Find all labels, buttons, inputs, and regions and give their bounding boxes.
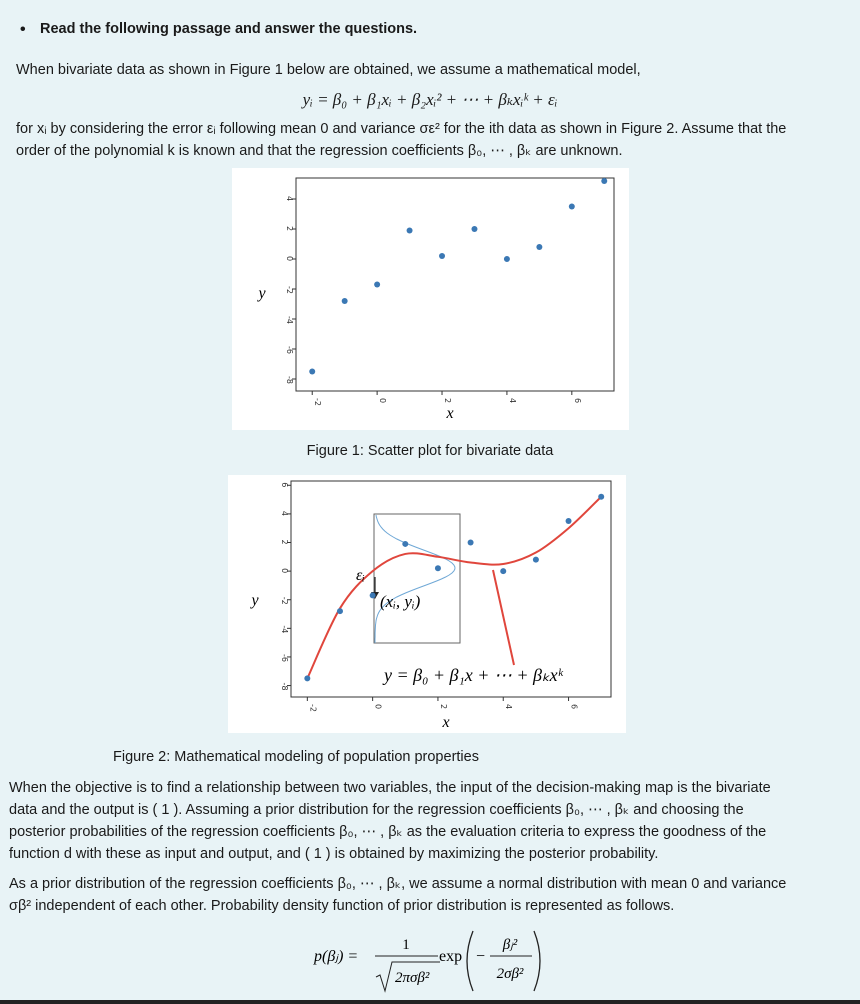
fig1-xtick-label: 0: [378, 398, 388, 404]
prior-equation: [300, 925, 560, 997]
fig1-ytick-label: -6: [285, 346, 294, 354]
intro-line-2: for xᵢ by considering the error εᵢ following mean 0 and variance σε² for the ith data as shown in Figure 2. Assume that the: [16, 121, 787, 137]
fig2-data-point: [468, 540, 474, 546]
curve-equation-label: y = β₀ + β₁x + ⋯ + βₖxᵏ: [384, 665, 563, 685]
minus-sign: −: [476, 948, 486, 965]
fig1-data-point: [601, 178, 607, 184]
prior-equation-svg: [300, 925, 560, 997]
fig2-data-point: [370, 592, 376, 598]
question-heading: Read the following passage and answer the questions.: [40, 21, 418, 37]
fig1-data-point: [536, 244, 542, 250]
fig1-ytick-label: 0: [285, 256, 294, 262]
figure-2-plot: [228, 475, 626, 733]
fig2-ytick-label: -4: [280, 625, 289, 634]
fig2-data-point: [500, 568, 506, 574]
bottom-border: [0, 1000, 860, 1004]
fig1-data-point: [504, 256, 510, 262]
fig1-ytick-label: 2: [285, 226, 294, 232]
paragraph-2-line-3: posterior probabilities of the regression coefficients β₀, ⋯ , βₖ as the evaluation criteria to express the goodness of the: [9, 824, 767, 840]
figure-1-xlabel: x: [446, 405, 454, 422]
fig1-data-point: [309, 369, 315, 375]
prior-lhs: p(βⱼ) =: [314, 948, 359, 965]
fig2-ytick-label: 0: [280, 568, 289, 574]
right-paren: [534, 931, 540, 991]
figure-2: [228, 475, 626, 733]
paragraph-3-line-2: σβ² independent of each other. Probability density function of prior distribution is represented as follows.: [9, 898, 675, 914]
fig2-data-point: [402, 541, 408, 547]
fig1-xtick-label: 2: [443, 398, 453, 404]
paragraph-3-line-1: As a prior distribution of the regression coefficients β₀, ⋯ , βₖ, we assume a normal distribution with mean 0 and variance: [9, 876, 787, 892]
figure-1-caption: Figure 1: Scatter plot for bivariate data: [306, 443, 554, 459]
prior-denominator: 2πσβ²: [395, 970, 430, 986]
fig2-xtick-label: 4: [504, 704, 514, 710]
intro-line-1: When bivariate data as shown in Figure 1 below are obtained, we assume a mathematical model,: [16, 62, 641, 78]
fig2-data-point: [598, 494, 604, 500]
figure-2-ylabel: y: [251, 592, 259, 609]
fig2-data-point: [533, 557, 539, 563]
figure-1-plot: [232, 168, 629, 430]
fig2-data-point: [566, 518, 572, 524]
fig2-xtick-label: -2: [308, 704, 318, 712]
fig2-data-point: [435, 565, 441, 571]
fig1-xtick-label: 4: [507, 398, 517, 404]
fig1-data-point: [569, 204, 575, 210]
epsilon-label: εᵢ: [356, 567, 365, 584]
fig1-data-point: [342, 298, 348, 304]
fig2-xtick-label: 0: [373, 704, 383, 710]
prior-numerator: 1: [402, 937, 410, 953]
fig2-xtick-label: 6: [569, 704, 579, 710]
fig2-ytick-label: 6: [280, 482, 289, 488]
fig1-xtick-label: 6: [572, 398, 582, 404]
fig1-ytick-label: -2: [285, 286, 294, 294]
paragraph-2-line-2: data and the output is ( 1 ). Assuming a prior distribution for the regression coefficients β₀, ⋯ , βₖ and choosing the: [9, 802, 744, 818]
bullet-icon: •: [20, 21, 26, 38]
fig2-ytick-label: 2: [280, 539, 289, 545]
paragraph-2-line-1: When the objective is to find a relationship between two variables, the input of the decision-making map is the bivariate: [9, 780, 771, 796]
model-equation: yᵢ = β₀ + β₁xᵢ + β₂xᵢ² + ⋯ + βₖxᵢᵏ + εᵢ: [302, 90, 558, 109]
fig2-ytick-label: -6: [280, 653, 289, 662]
fig1-ytick-label: -8: [285, 376, 294, 384]
exp-numerator: βⱼ²: [502, 937, 518, 953]
fig1-data-point: [407, 228, 413, 234]
fig1-data-point: [471, 226, 477, 232]
fig2-ytick-label: -8: [280, 682, 289, 691]
figure-1-ylabel: y: [258, 285, 266, 302]
paragraph-2-line-4: function d with these as input and output, and ( 1 ) is obtained by maximizing the posterior probability.: [9, 846, 659, 862]
figure-1: [232, 168, 629, 430]
fig2-xtick-label: 2: [438, 704, 448, 710]
fig2-ytick-label: -2: [280, 596, 289, 605]
fig1-xtick-label: -2: [313, 398, 323, 406]
left-paren: [467, 931, 473, 991]
point-label: (xᵢ, yᵢ): [380, 592, 421, 611]
exp-denominator: 2σβ²: [496, 966, 524, 982]
fig2-data-point: [337, 608, 343, 614]
fig1-data-point: [439, 253, 445, 259]
fig2-data-point: [304, 675, 310, 681]
fig2-ytick-label: 4: [280, 510, 289, 516]
fig1-ytick-label: 4: [285, 196, 294, 202]
fig1-data-point: [374, 282, 380, 288]
exp-label: exp: [439, 948, 463, 965]
fig1-ytick-label: -4: [285, 316, 294, 324]
figure-2-caption: Figure 2: Mathematical modeling of population properties: [113, 749, 479, 765]
intro-line-3: order of the polynomial k is known and that the regression coefficients β₀, ⋯ , βₖ are unknown.: [16, 143, 623, 159]
figure-2-xlabel: x: [442, 714, 450, 731]
figure-1-frame: [296, 178, 614, 391]
